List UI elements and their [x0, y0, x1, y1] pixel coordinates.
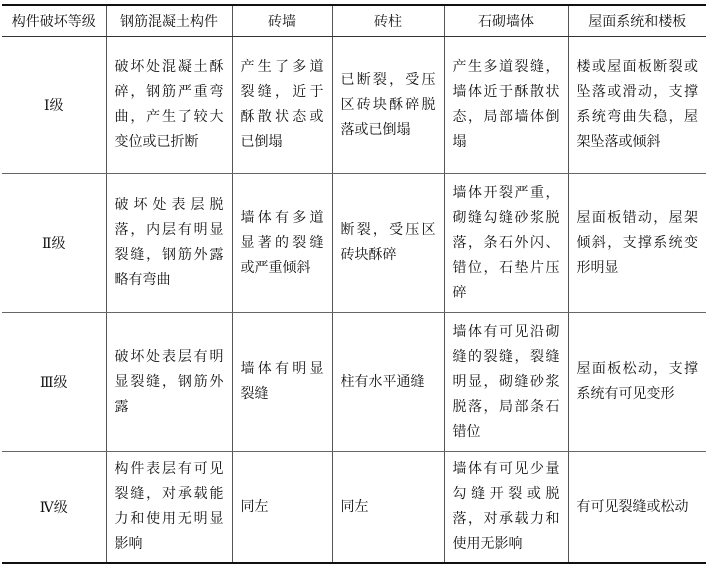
roof-floor-cell: 屋面板错动，屋架倾斜，支撑系统变形明显 — [568, 174, 706, 313]
brick-column-cell: 柱有水平通缝 — [332, 313, 444, 452]
roof-floor-cell: 有可见裂缝或松动 — [568, 452, 706, 564]
grade-cell: Ⅱ级 — [2, 174, 106, 313]
grade-cell: Ⅰ级 — [2, 37, 106, 174]
header-row — [2, 5, 706, 37]
stone-wall-cell: 墙体开裂严重，砌缝勾缝砂浆脱落，条石外闪、错位，石垫片压碎 — [444, 174, 568, 313]
rc-member-cell: 构件表层有可见裂缝，对承载能力和使用无明显影响 — [106, 452, 232, 564]
brick-column-cell: 同左 — [332, 452, 444, 564]
brick-wall-cell: 墙体有多道显著的裂缝或严重倾斜 — [232, 174, 332, 313]
rc-member-cell: 破坏处表层有明显裂缝，钢筋外露 — [106, 313, 232, 452]
roof-floor-cell: 楼或屋面板断裂或坠落或滑动，支撑系统弯曲失稳，屋架坠落或倾斜 — [568, 37, 706, 174]
rc-member-cell: 破坏处混凝土酥碎，钢筋严重弯曲，产生了较大变位或已折断 — [106, 37, 232, 174]
stone-wall-cell: 墙体有可见沿砌缝的裂缝，裂缝明显，砌缝砂浆脱落，局部条石错位 — [444, 313, 568, 452]
stone-wall-cell: 产生多道裂缝，墙体近于酥散状态，局部墙体倒塌 — [444, 37, 568, 174]
stone-wall-cell: 墙体有可见少量勾缝开裂或脱落，对承载力和使用无影响 — [444, 452, 568, 564]
roof-floor-cell: 屋面板松动，支撑系统有可见变形 — [568, 313, 706, 452]
brick-column-cell: 断裂，受压区砖块酥碎 — [332, 174, 444, 313]
grade-cell: Ⅳ级 — [2, 452, 106, 564]
header-grade: 构件破坏等级 — [2, 5, 106, 37]
brick-column-cell: 已断裂，受压区砖块酥碎脱落或已倒塌 — [332, 37, 444, 174]
brick-wall-cell: 墙体有明显裂缝 — [232, 313, 332, 452]
table-row — [2, 452, 706, 564]
header-brick-wall: 砖墙 — [232, 5, 332, 37]
header-stone-wall: 石砌墙体 — [444, 5, 568, 37]
table-row — [2, 313, 706, 452]
brick-wall-cell: 同左 — [232, 452, 332, 564]
header-roof-floor: 屋面系统和楼板 — [568, 5, 706, 37]
damage-grade-table — [2, 4, 706, 564]
grade-cell: Ⅲ级 — [2, 313, 106, 452]
brick-wall-cell: 产生了多道裂缝，近于酥散状态或已倒塌 — [232, 37, 332, 174]
rc-member-cell: 破坏处表层脱落，内层有明显裂缝，钢筋外露略有弯曲 — [106, 174, 232, 313]
table-row — [2, 174, 706, 313]
header-rc-member: 钢筋混凝土构件 — [106, 5, 232, 37]
header-brick-column: 砖柱 — [332, 5, 444, 37]
table-row — [2, 37, 706, 174]
